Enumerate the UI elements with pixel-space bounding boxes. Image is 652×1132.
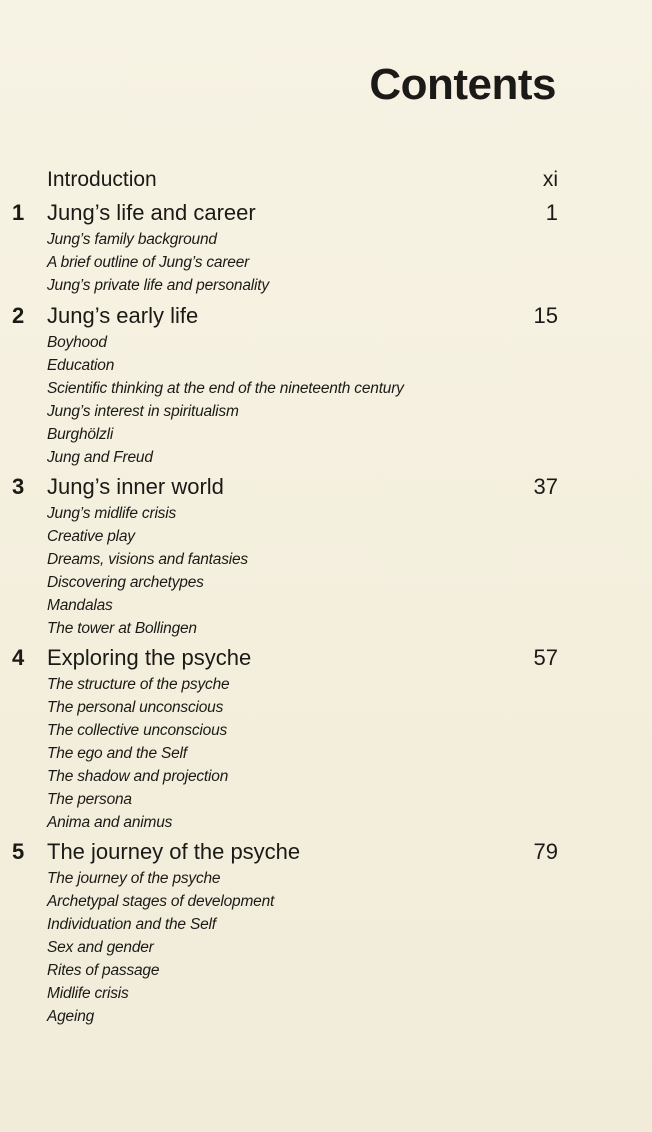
section-list	[0, 673, 652, 834]
chapter-heading	[0, 645, 652, 673]
section-item: The journey of the psyche	[47, 870, 221, 887]
section-item: Boyhood	[47, 334, 107, 351]
chapter-number: 3	[12, 474, 25, 499]
chapter-4	[0, 645, 652, 834]
page-title: Contents	[369, 60, 556, 109]
chapter-page-number: 1	[545, 200, 558, 225]
chapter-number: 5	[12, 839, 25, 864]
section-item: The shadow and projection	[47, 768, 229, 785]
section-item: Archetypal stages of development	[47, 893, 275, 910]
section-item: Education	[47, 357, 115, 374]
chapter-2	[0, 303, 652, 469]
section-item: Ageing	[47, 1008, 95, 1025]
chapter-heading	[0, 839, 652, 867]
chapter-heading	[0, 303, 652, 331]
introduction-title: Introduction	[47, 168, 157, 191]
section-item: Jung’s private life and personality	[47, 277, 269, 294]
section-list	[0, 867, 652, 1028]
section-list	[0, 331, 652, 469]
section-item: The persona	[47, 791, 132, 808]
chapter-title: Jung’s life and career	[47, 200, 256, 225]
section-item: Rites of passage	[47, 962, 160, 979]
section-item: The tower at Bollingen	[47, 620, 197, 637]
toc-entry-introduction	[47, 168, 558, 192]
chapter-heading	[0, 200, 652, 228]
chapter-number: 4	[12, 645, 25, 670]
section-item: Anima and animus	[47, 814, 173, 831]
chapter-title: Exploring the psyche	[47, 645, 252, 670]
section-item: Individuation and the Self	[47, 916, 216, 933]
section-item: Creative play	[47, 528, 135, 545]
chapter-page-number: 37	[533, 474, 558, 499]
chapter-number: 2	[12, 303, 25, 328]
section-item: Dreams, visions and fantasies	[47, 551, 248, 568]
chapter-title: The journey of the psyche	[47, 839, 301, 864]
section-item: A brief outline of Jung’s career	[47, 254, 250, 271]
section-item: The structure of the psyche	[47, 676, 230, 693]
section-item: The personal unconscious	[47, 699, 224, 716]
section-item: The ego and the Self	[47, 745, 187, 762]
chapter-page-number: 79	[533, 839, 558, 864]
section-item: Jung and Freud	[47, 449, 153, 466]
chapter-3	[0, 474, 652, 640]
section-item: Midlife crisis	[47, 985, 129, 1002]
section-item: Jung’s midlife crisis	[47, 505, 177, 522]
section-item: Burghölzli	[47, 426, 114, 443]
section-item: Scientific thinking at the end of the nineteenth century	[47, 380, 404, 397]
chapter-title: Jung’s early life	[47, 303, 199, 328]
chapter-5	[0, 839, 652, 1028]
section-item: Mandalas	[47, 597, 113, 614]
chapter-title: Jung’s inner world	[47, 474, 224, 499]
chapter-page-number: 57	[533, 645, 558, 670]
section-item: Discovering archetypes	[47, 574, 204, 591]
section-list	[0, 502, 652, 640]
section-item: Jung’s interest in spiritualism	[47, 403, 239, 420]
chapter-number: 1	[12, 200, 25, 225]
section-item: The collective unconscious	[47, 722, 228, 739]
section-list	[0, 228, 652, 297]
chapter-page-number: 15	[533, 303, 558, 328]
introduction-page-number: xi	[542, 168, 558, 191]
chapter-heading	[0, 474, 652, 502]
chapter-1	[0, 200, 652, 297]
section-item: Sex and gender	[47, 939, 154, 956]
section-item: Jung’s family background	[47, 231, 217, 248]
